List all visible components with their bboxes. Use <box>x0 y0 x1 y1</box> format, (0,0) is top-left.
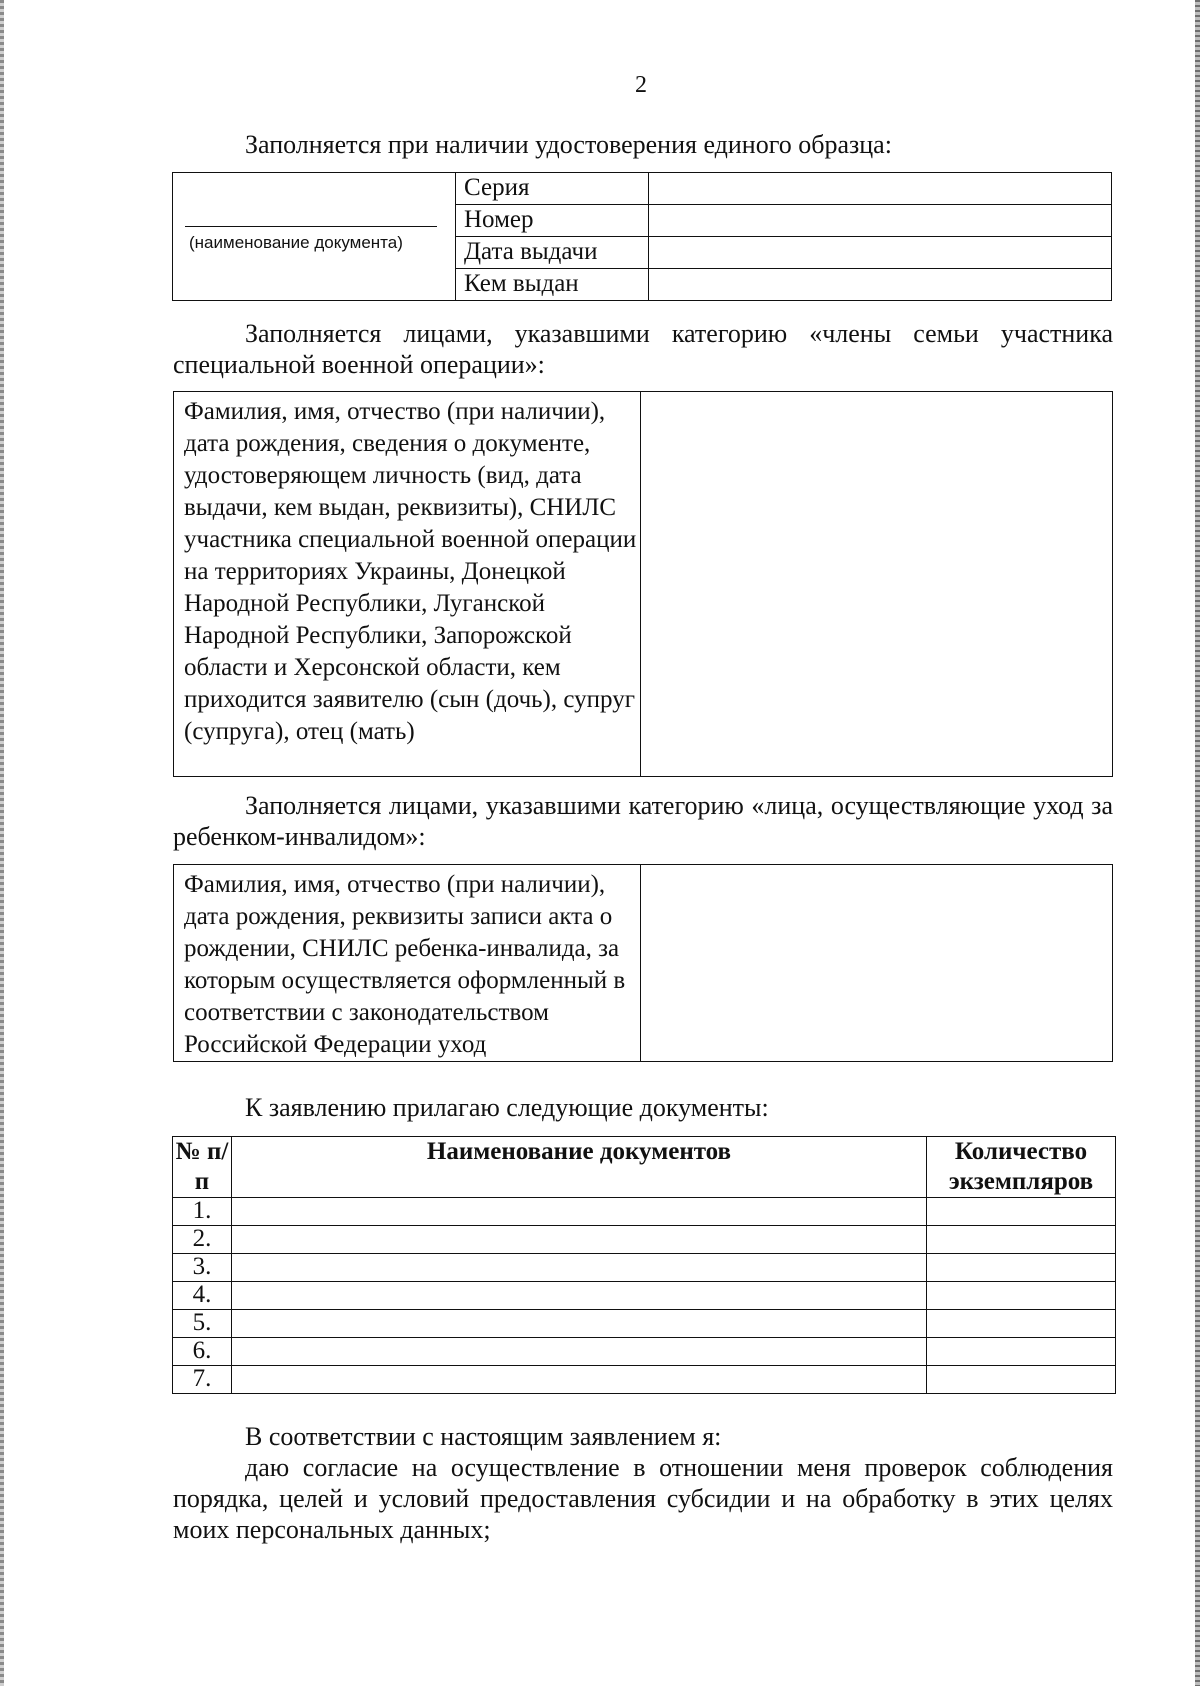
table-row <box>173 1310 1116 1338</box>
row-document-name[interactable] <box>232 1282 927 1310</box>
disabled-child-table <box>173 864 1113 1062</box>
row-quantity[interactable] <box>927 1282 1116 1310</box>
number-value[interactable] <box>649 205 1112 237</box>
scan-edge-left <box>0 0 4 1686</box>
svo-family-table <box>173 391 1113 777</box>
row-number: 4. <box>173 1282 232 1310</box>
row-number: 7. <box>173 1366 232 1394</box>
section5-intro: В соответствии с настоящим заявлением я: <box>245 1422 722 1451</box>
row-quantity[interactable] <box>927 1338 1116 1366</box>
consent-paragraph: даю согласие на осуществление в отношении меня проверок соблюдения порядка, целей и условий предоставления субсидии и на обработку в этих целях моих персональных данных; <box>173 1453 1113 1544</box>
row-number: 2. <box>173 1226 232 1254</box>
row-quantity[interactable] <box>927 1226 1116 1254</box>
document-name-field[interactable] <box>173 173 456 301</box>
table-row <box>173 1226 1116 1254</box>
page-number: 2 <box>635 72 647 98</box>
row-number: 6. <box>173 1338 232 1366</box>
issue-date-label: Дата выдачи <box>456 237 649 269</box>
table-row <box>173 1254 1116 1282</box>
number-label: Номер <box>456 205 649 237</box>
document-name-line <box>185 226 437 227</box>
table-row <box>173 1338 1116 1366</box>
issued-by-label: Кем выдан <box>456 269 649 301</box>
issued-by-value[interactable] <box>649 269 1112 301</box>
row-document-name[interactable] <box>232 1310 927 1338</box>
col-number-header: № п/п <box>173 1137 232 1198</box>
row-document-name[interactable] <box>232 1226 927 1254</box>
table-row <box>173 1198 1116 1226</box>
attached-documents-table <box>172 1136 1116 1394</box>
document-name-caption: (наименование документа) <box>189 233 403 252</box>
svo-participant-value[interactable] <box>641 392 1113 777</box>
col-qty-header: Количество экземпляров <box>927 1137 1116 1198</box>
section4-intro: К заявлению прилагаю следующие документы: <box>245 1093 769 1122</box>
col-name-header: Наименование документов <box>232 1137 927 1198</box>
table-row <box>173 1282 1116 1310</box>
issue-date-value[interactable] <box>649 237 1112 269</box>
row-quantity[interactable] <box>927 1198 1116 1226</box>
row-number: 3. <box>173 1254 232 1282</box>
disabled-child-label: Фамилия, имя, отчество (при наличии), дата рождения, реквизиты записи акта о рождении, СНИЛС ребенка-инвалида, за которым осуществляется оформленный в соответствии с законодательством Российской Федерации уход <box>174 865 641 1062</box>
row-number: 5. <box>173 1310 232 1338</box>
section1-intro: Заполняется при наличии удостоверения единого образца: <box>245 130 892 159</box>
scan-edge-right <box>1195 0 1200 1686</box>
series-value[interactable] <box>649 173 1112 205</box>
row-document-name[interactable] <box>232 1198 927 1226</box>
row-document-name[interactable] <box>232 1254 927 1282</box>
svo-participant-label: Фамилия, имя, отчество (при наличии), дата рождения, сведения о документе, удостоверяющем личность (вид, дата выдачи, кем выдан, реквизиты), СНИЛС участника специальной военной операции на территориях Украины, Донецкой Народной Республики, Луганской Народной Республики, Запорожской области и Херсонской области, кем приходится заявителю (сын (дочь), супруг (супруга), отец (мать) <box>174 392 641 777</box>
section3-intro: Заполняется лицами, указавшими категорию «лица, осуществляющие уход за ребенком-инвалидом»: <box>173 791 1113 851</box>
section2-intro: Заполняется лицами, указавшими категорию «члены семьи участника специальной военной операции»: <box>173 319 1113 379</box>
series-label: Серия <box>456 173 649 205</box>
row-number: 1. <box>173 1198 232 1226</box>
row-quantity[interactable] <box>927 1310 1116 1338</box>
row-document-name[interactable] <box>232 1366 927 1394</box>
certificate-table <box>172 172 1112 301</box>
disabled-child-value[interactable] <box>641 865 1113 1062</box>
table-row <box>173 1366 1116 1394</box>
row-document-name[interactable] <box>232 1338 927 1366</box>
table-header-row <box>173 1137 1116 1198</box>
row-quantity[interactable] <box>927 1254 1116 1282</box>
row-quantity[interactable] <box>927 1366 1116 1394</box>
